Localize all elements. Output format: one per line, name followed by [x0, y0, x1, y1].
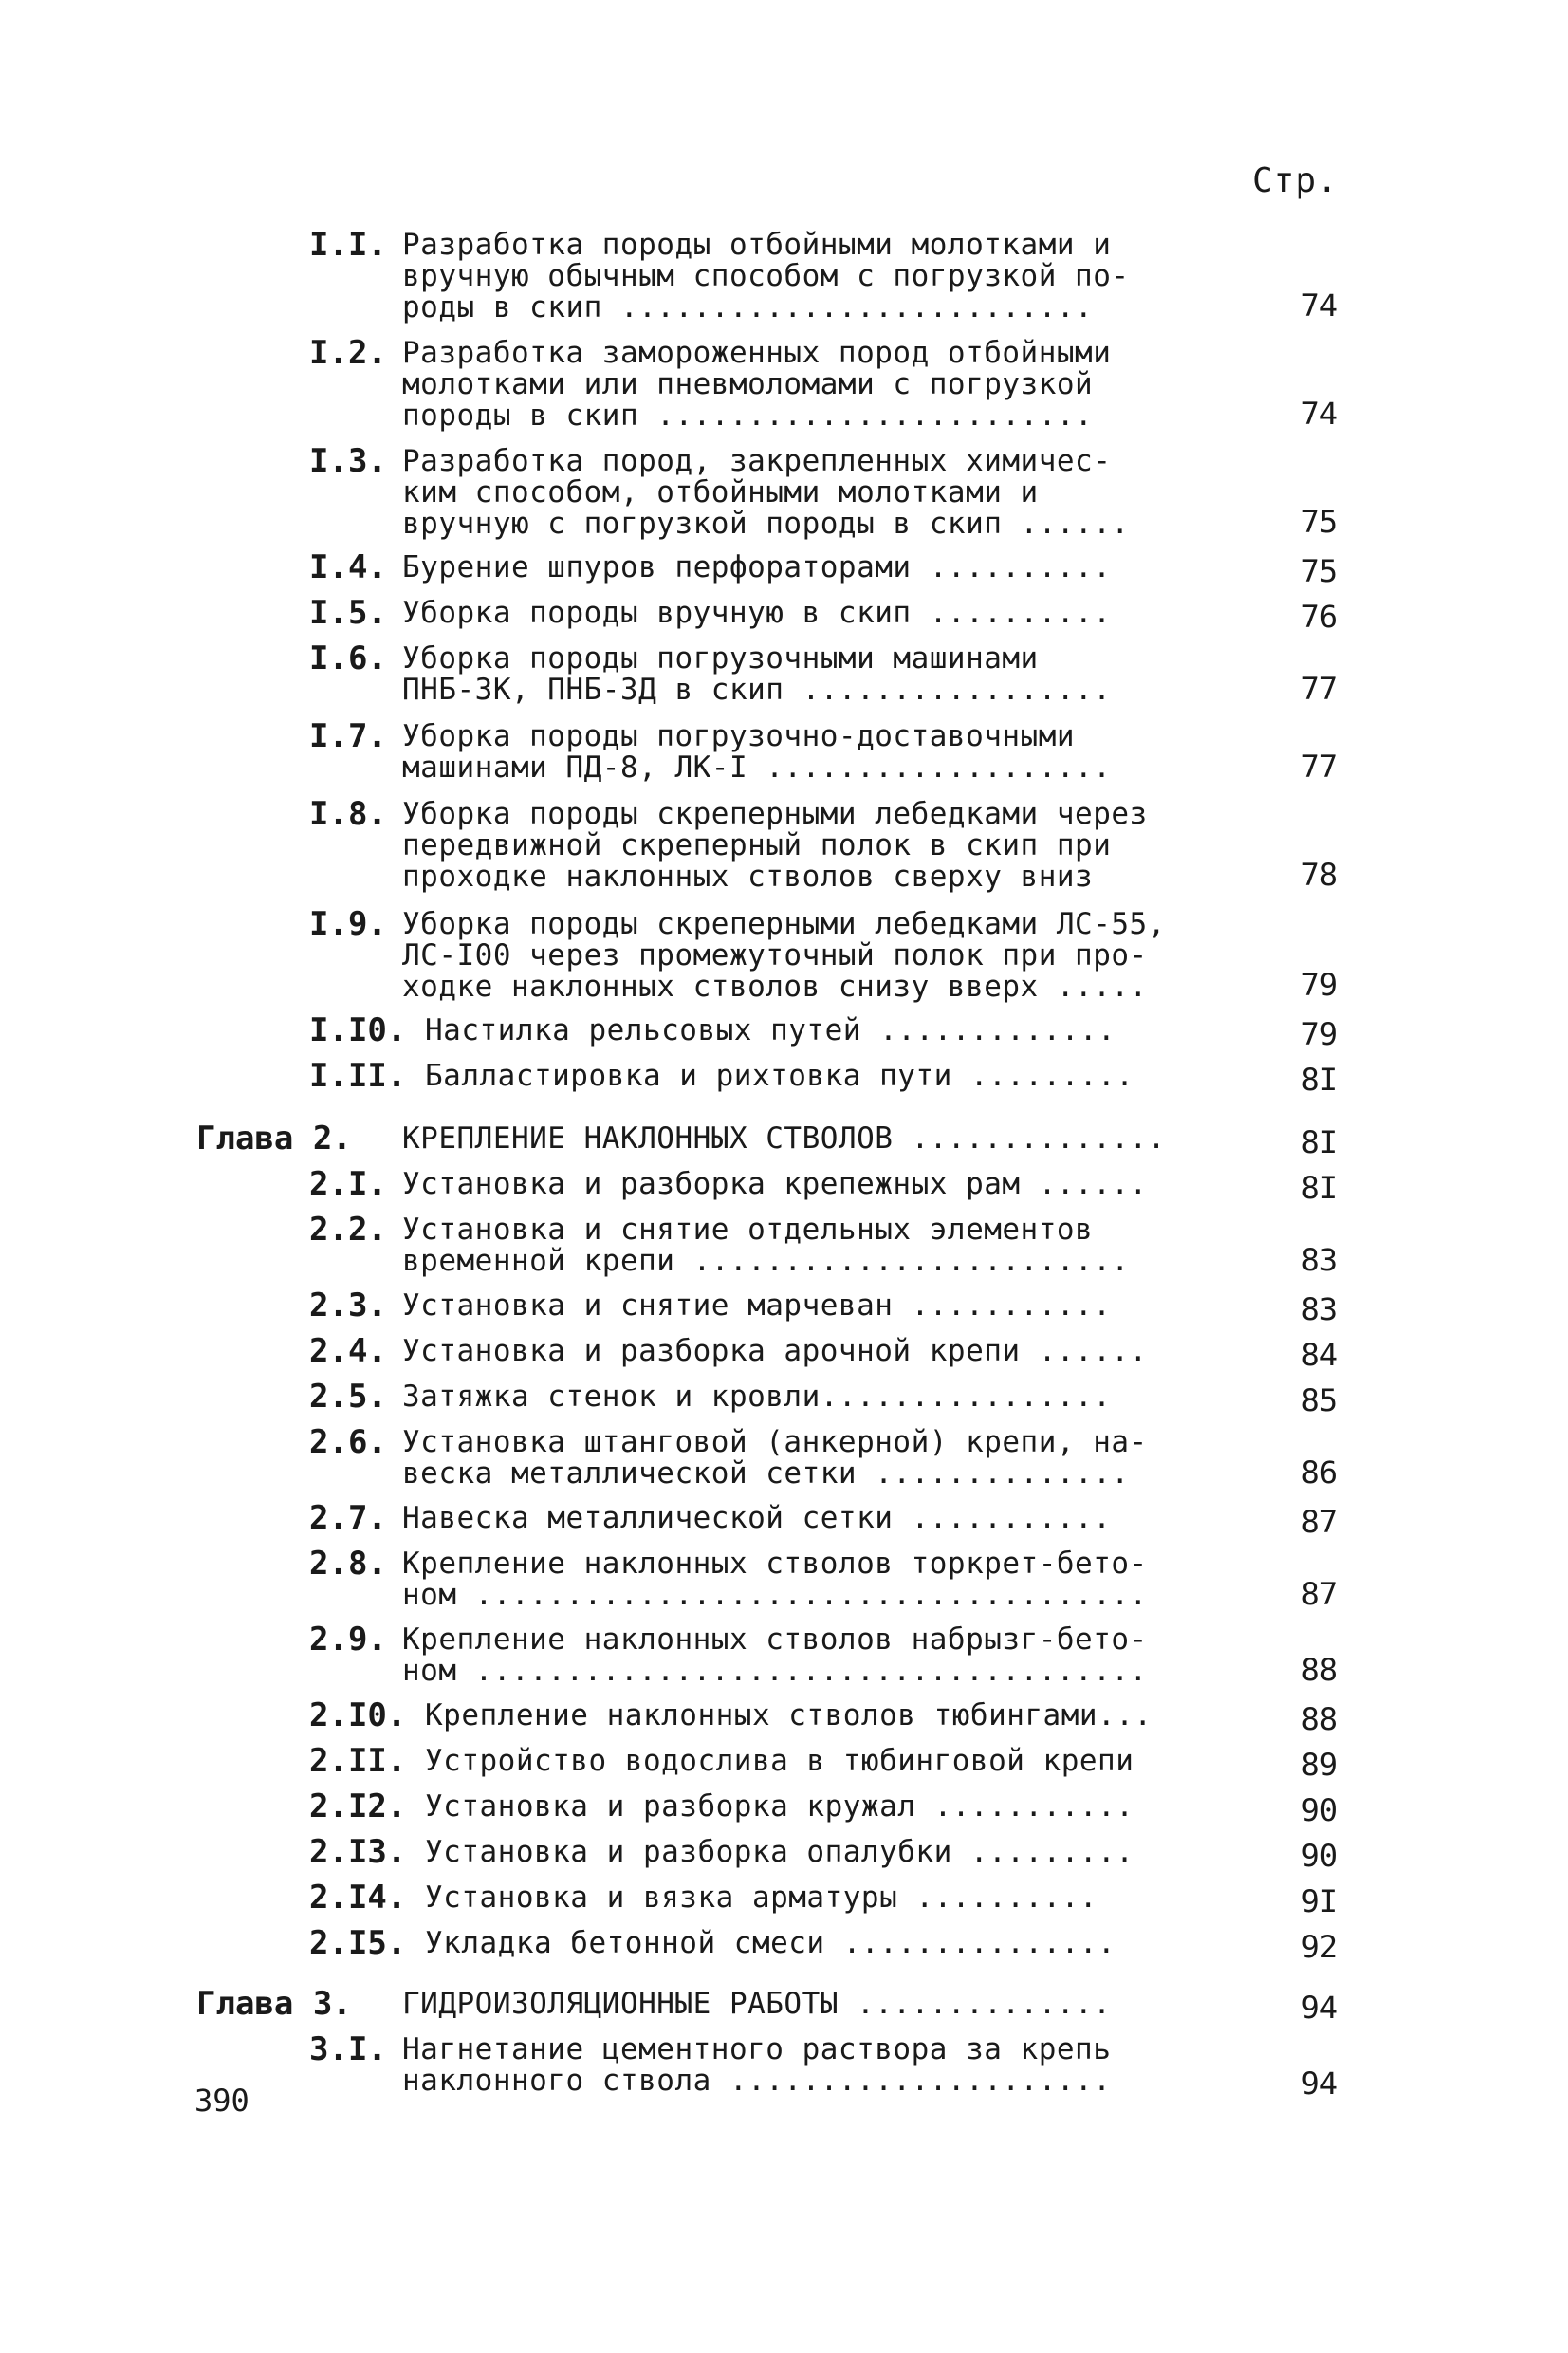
entry-number: 2.I5. — [309, 1924, 407, 1962]
entry-title: Установка и вязка арматуры .......... — [425, 1881, 1098, 1915]
entry-page: 77 — [1301, 749, 1337, 785]
entry-page: 77 — [1301, 671, 1337, 707]
entry-page: 8I — [1301, 1062, 1337, 1098]
entry-number: 2.4. — [309, 1332, 387, 1370]
chapter-title: КРЕПЛЕНИЕ НАКЛОННЫХ СТВОЛОВ .............. — [402, 1121, 1166, 1156]
entry-page: 8I — [1301, 1170, 1337, 1206]
entry-title: Разработка породы отбойными молотками и вручную обычным способом с погрузкой по- роды в скип .......................... — [402, 228, 1130, 324]
page-column-header: Стр. — [1252, 161, 1338, 200]
entry-page: 88 — [1301, 1701, 1337, 1737]
entry-page: 89 — [1301, 1747, 1337, 1783]
entry-number: 2.I4. — [309, 1879, 407, 1917]
entry-number: 2.5. — [309, 1378, 387, 1416]
entry-title: Установка и снятие отдельных элементов временной крепи ........................ — [402, 1213, 1130, 1278]
entry-title: Крепление наклонных стволов тюбингами... — [425, 1698, 1153, 1732]
entry-number: I.9. — [309, 905, 387, 943]
entry-page: 75 — [1301, 504, 1337, 540]
entry-number: 2.8. — [309, 1545, 387, 1583]
entry-number: I.3. — [309, 442, 387, 480]
entry-page: 90 — [1301, 1792, 1337, 1828]
entry-page: 79 — [1301, 1016, 1337, 1052]
entry-title: Уборка породы погрузочными машинами ПНБ-3К, ПНБ-3Д в скип ................. — [402, 641, 1112, 707]
entry-page: 88 — [1301, 1652, 1337, 1688]
entry-number: 3.I. — [309, 2030, 387, 2068]
entry-number: I.6. — [309, 639, 387, 677]
entry-page: 86 — [1301, 1454, 1337, 1491]
entry-number: I.8. — [309, 795, 387, 833]
entry-page: 84 — [1301, 1337, 1337, 1373]
entry-number: 2.II. — [309, 1742, 407, 1780]
entry-title: Установка и разборка кружал ........... — [425, 1789, 1134, 1824]
chapter-number: Глава 3. — [196, 1985, 352, 2023]
entry-number: 2.9. — [309, 1621, 387, 1658]
entry-number: 2.6. — [309, 1423, 387, 1461]
entry-number: 2.3. — [309, 1287, 387, 1325]
entry-page: 74 — [1301, 396, 1337, 432]
entry-title: Установка и разборка опалубки ......... — [425, 1835, 1134, 1869]
entry-page: 76 — [1301, 599, 1337, 635]
entry-title: Навеска металлической сетки ........... — [402, 1501, 1112, 1535]
entry-title: Балластировка и рихтовка пути ......... — [425, 1059, 1134, 1093]
entry-title: Устройство водослива в тюбинговой крепи — [425, 1744, 1134, 1778]
entry-page: 92 — [1301, 1929, 1337, 1965]
entry-page: 94 — [1301, 1990, 1337, 2026]
entry-page: 9I — [1301, 1883, 1337, 1919]
entry-page: 87 — [1301, 1504, 1337, 1540]
chapter-title: ГИДРОИЗОЛЯЦИОННЫЕ РАБОТЫ .............. — [402, 1987, 1112, 2021]
entry-page: 79 — [1301, 967, 1337, 1003]
entry-title: Установка и разборка крепежных рам ...... — [402, 1167, 1148, 1201]
entry-page: 78 — [1301, 857, 1337, 893]
entry-number: 2.I3. — [309, 1833, 407, 1871]
entry-title: Установка и разборка арочной крепи ...... — [402, 1334, 1148, 1368]
entry-page: 75 — [1301, 553, 1337, 589]
entry-title: Разработка замороженных пород отбойными молотками или пневмоломами с погрузкой породы в скип ........................ — [402, 336, 1112, 433]
entry-title: Крепление наклонных стволов торкрет-бето- ном ..................................... — [402, 1547, 1148, 1612]
entry-title: Установка штанговой (анкерной) крепи, на- веска металлической сетки .............. — [402, 1425, 1148, 1491]
entry-title: Уборка породы скреперными лебедками через передвижной скреперный полок в скип при проходке наклонных стволов сверху вниз — [402, 797, 1148, 894]
entry-page: 85 — [1301, 1382, 1337, 1418]
entry-number: I.I. — [309, 226, 387, 264]
entry-title: Установка и снятие марчеван ........... — [402, 1288, 1112, 1323]
entry-number: 2.I2. — [309, 1788, 407, 1825]
entry-title: Уборка породы вручную в скип .......... — [402, 596, 1112, 630]
page-number: 390 — [194, 2083, 249, 2119]
entry-title: Уборка породы скреперными лебедками ЛС-55, ЛС-I00 через промежуточный полок при про- ходке наклонных стволов снизу вверх ..... — [402, 907, 1166, 1004]
entry-title: Крепление наклонных стволов набрызг-бето- ном ..................................... — [402, 1622, 1148, 1688]
entry-title: Уборка породы погрузочно-доставочными машинами ПД-8, ЛК-I ................... — [402, 719, 1112, 785]
entry-number: 2.I0. — [309, 1696, 407, 1734]
entry-number: I.II. — [309, 1057, 407, 1095]
entry-page: 83 — [1301, 1291, 1337, 1327]
entry-title: Нагнетание цементного раствора за крепь наклонного ствола ..................... — [402, 2032, 1112, 2098]
entry-title: Бурение шпуров перфораторами .......... — [402, 550, 1112, 584]
entry-number: I.4. — [309, 548, 387, 586]
entry-page: 87 — [1301, 1576, 1337, 1612]
entry-title: Затяжка стенок и кровли................ — [402, 1380, 1112, 1414]
entry-page: 8I — [1301, 1124, 1337, 1160]
entry-number: 2.2. — [309, 1211, 387, 1249]
entry-page: 83 — [1301, 1242, 1337, 1278]
entry-number: I.7. — [309, 717, 387, 755]
entry-number: I.2. — [309, 334, 387, 372]
entry-number: I.I0. — [309, 1011, 407, 1049]
entry-page: 94 — [1301, 2066, 1337, 2102]
entry-title: Настилка рельсовых путей ............. — [425, 1013, 1116, 1047]
entry-number: 2.I. — [309, 1165, 387, 1203]
entry-number: I.5. — [309, 594, 387, 632]
entry-title: Укладка бетонной смеси ............... — [425, 1926, 1116, 1960]
entry-title: Разработка пород, закрепленных химичес- ким способом, отбойными молотками и вручную с погрузкой породы в скип ...... — [402, 444, 1130, 541]
entry-page: 90 — [1301, 1838, 1337, 1874]
entry-page: 74 — [1301, 287, 1337, 324]
chapter-number: Глава 2. — [196, 1120, 352, 1158]
entry-number: 2.7. — [309, 1499, 387, 1537]
